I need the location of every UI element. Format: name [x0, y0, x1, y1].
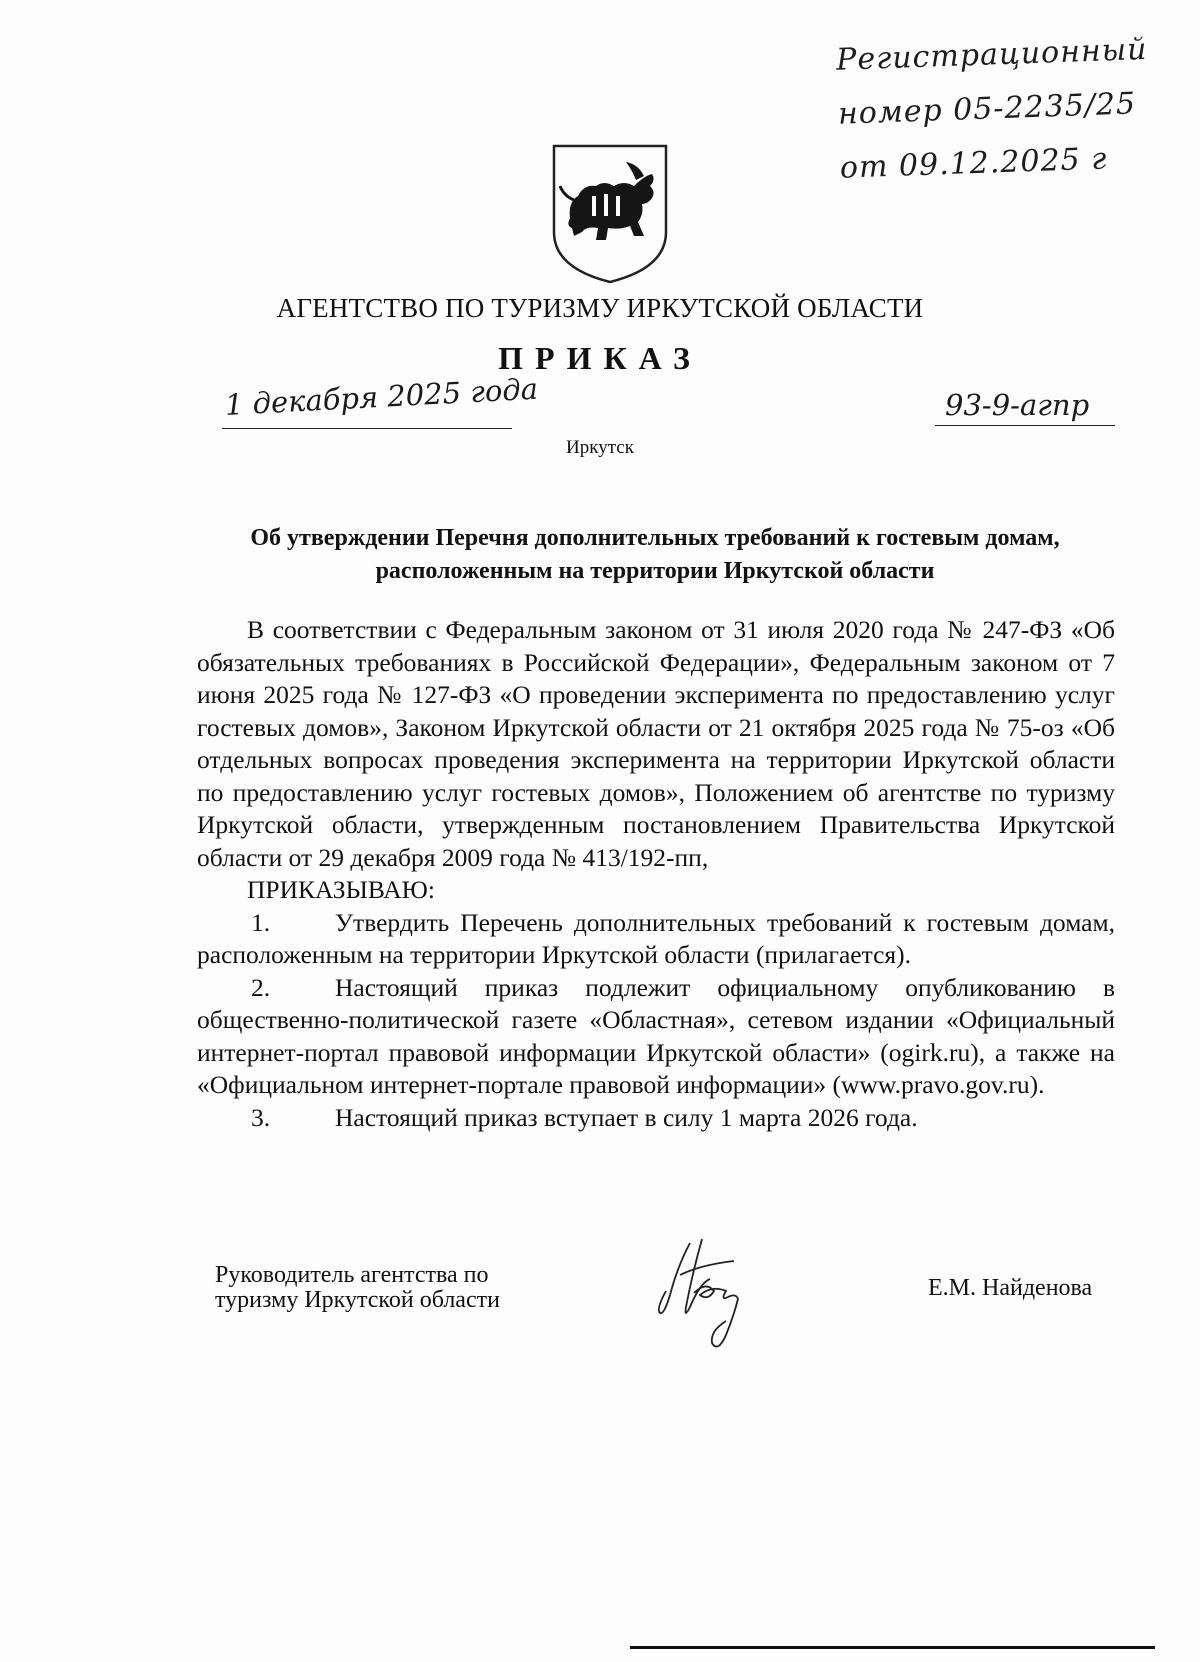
coat-of-arms-icon	[548, 140, 672, 286]
agency-name: АГЕНТСТВО ПО ТУРИЗМУ ИРКУТСКОЙ ОБЛАСТИ	[276, 293, 924, 323]
signer-position	[215, 1263, 500, 1313]
list-item-text: Утвердить Перечень дополнительных требований к гостевым домам, расположенным на территории Иркутской области (прилагается).	[197, 907, 1115, 969]
signer-position-line-2: туризму Иркутской области	[215, 1287, 500, 1313]
list-item-text: Настоящий приказ вступает в силу 1 марта 2026 года.	[335, 1102, 918, 1132]
command-word: ПРИКАЗЫВАЮ:	[247, 875, 435, 904]
signer-position-line-1: Руководитель агентства по	[215, 1262, 489, 1288]
handwritten-date: 1 декабря 2025 года	[224, 371, 539, 422]
list-item-text: Настоящий приказ подлежит официальному опубликованию в общественно-политической газете «Областная», сетевом издании «Официальный интернет-портал правовой информации Иркутской области» (ogirk.ru), а также на «Официальном интернет-портале правовой информации» (www.pravo.gov.ru).	[197, 972, 1115, 1099]
signer-name: Е.М. Найденова	[928, 1275, 1093, 1301]
number-underline	[935, 425, 1115, 426]
registration-note	[835, 22, 1170, 195]
document-type: ПРИКАЗ	[498, 340, 702, 376]
document-title	[190, 522, 1120, 588]
registration-note-line-2: номер 05-2235/25	[837, 86, 1137, 132]
list-item-number: 3.	[251, 1102, 271, 1132]
bottom-rule	[630, 1646, 1155, 1649]
list-item-number: 2.	[251, 972, 271, 1002]
document-title-line-2: расположенным на территории Иркутской области	[375, 558, 935, 584]
handwritten-order-number: 93-9-агпр	[945, 388, 1090, 422]
preamble-paragraph: В соответствии с Федеральным законом от 31 июля 2020 года № 247-ФЗ «Об обязательных требованиях в Российской Федерации», Федеральным законом от 7 июня 2025 года № 127-ФЗ «О проведении эксперимента по предоставлению услуг гостевых домов», Законом Иркутской области от 21 октября 2025 года № 75-оз «Об отдельных вопросах проведения эксперимента на территории Иркутской области по предоставлению услуг гостевых домов», Положением об агентстве по туризму Иркутской области, утвержденным постановлением Правительства Иркутской области от 29 декабря 2009 года № 413/192-пп,	[197, 615, 1115, 872]
list-item	[197, 907, 1115, 972]
list-item-number: 1.	[251, 907, 271, 937]
city: Иркутск	[566, 437, 634, 458]
document-body	[197, 614, 1115, 1134]
registration-note-line-3: от 09.12.2025 г	[839, 141, 1108, 186]
list-item	[197, 1102, 1115, 1135]
list-item	[197, 972, 1115, 1102]
signature-icon	[630, 1235, 760, 1355]
registration-note-line-1: Регистрационный	[835, 31, 1148, 78]
document-title-line-1: Об утверждении Перечня дополнительных требований к гостевым домам,	[250, 525, 1060, 551]
date-underline	[222, 428, 512, 429]
